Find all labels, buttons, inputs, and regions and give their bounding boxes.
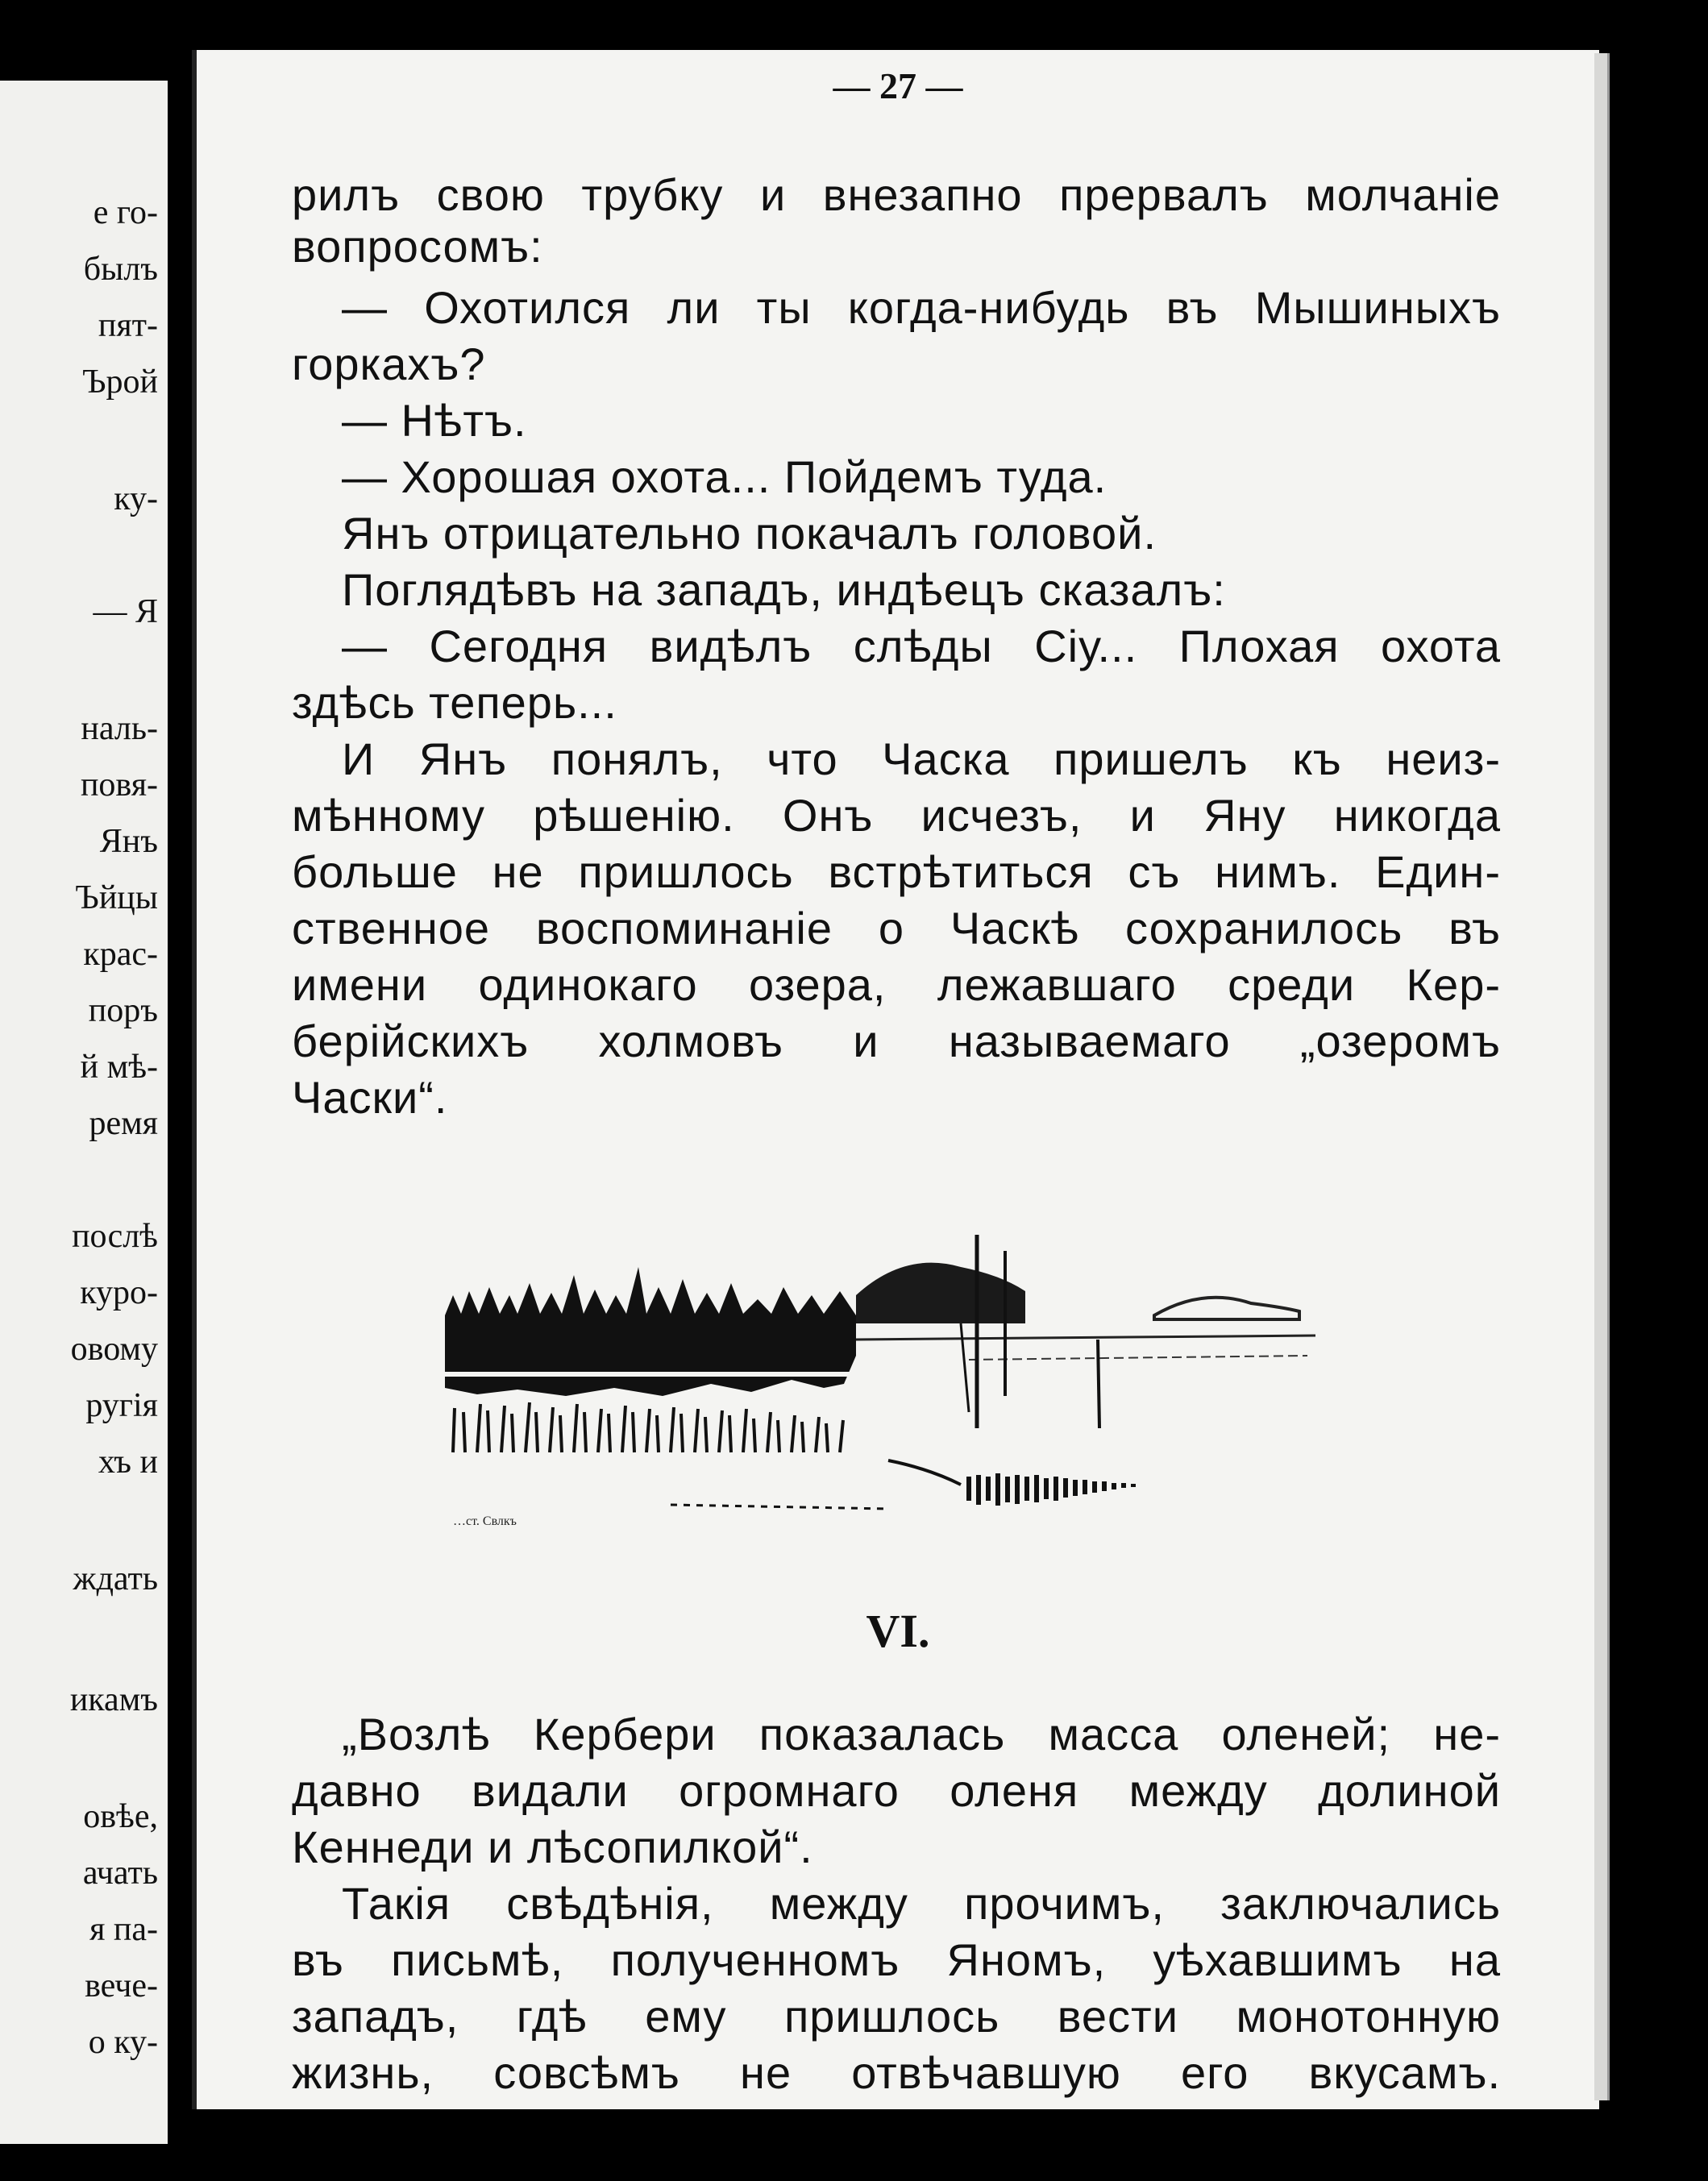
- left-fragment: я па-: [89, 1911, 158, 1948]
- text-line: „Возлѣ Кербери показалась масса оленей; не-: [342, 1709, 1501, 1759]
- left-fragment: вече-: [85, 1967, 158, 2004]
- text-line: И Янъ понялъ, что Часка пришелъ къ неиз-: [342, 733, 1501, 784]
- left-fragment: пят-: [98, 307, 158, 344]
- text-line: вопросомъ:: [292, 221, 543, 272]
- text-line: западъ, гдѣ ему пришлось вести монотонную: [292, 1991, 1501, 2042]
- left-fragment: й мѣ-: [80, 1049, 158, 1086]
- left-fragment: послѣ: [72, 1218, 158, 1255]
- text-line: ственное воспоминаніе о Часкѣ сохранилось въ: [292, 903, 1501, 953]
- section-heading: VI.: [866, 1605, 930, 1657]
- left-fragment: е го-: [93, 194, 158, 231]
- book-gutter: [168, 81, 192, 2144]
- left-fragment: о ку-: [88, 2024, 158, 2061]
- text-line: имени одинокаго озера, лежавшаго среди Кер-: [292, 959, 1501, 1010]
- left-fragment: крас-: [83, 936, 158, 973]
- text-line: больше не пришлось встрѣтиться съ нимъ. Един-: [292, 846, 1501, 897]
- text-line: Янъ отрицательно покачалъ головой.: [342, 508, 1157, 559]
- text-line: Поглядѣвъ на западъ, индѣецъ сказалъ:: [342, 564, 1226, 615]
- text-line: въ письмѣ, полученномъ Яномъ, уѣхавшимъ на: [292, 1934, 1501, 1985]
- text-line: Такія свѣдѣнія, между прочимъ, заключались: [342, 1878, 1501, 1929]
- left-fragment: овому: [70, 1331, 158, 1368]
- text-line: берійскихъ холмовъ и называемаго „озеромъ: [292, 1016, 1501, 1066]
- text-line: мѣнному рѣшенію. Онъ исчезъ, и Яну никогда: [292, 790, 1501, 841]
- text-line: Кеннеди и лѣсопилкой“.: [292, 1822, 813, 1872]
- book-page: [192, 50, 1599, 2109]
- left-page-edge: [0, 81, 168, 2144]
- page-number: — 27 —: [833, 65, 963, 106]
- text-line: — Хорошая охота... Пойдемъ туда.: [342, 451, 1107, 502]
- left-fragment: ачать: [82, 1855, 158, 1892]
- text-line: горкахъ?: [292, 339, 486, 389]
- left-fragment: — Я: [93, 593, 158, 630]
- left-fragment: наль-: [81, 710, 158, 747]
- left-fragment: былъ: [83, 251, 158, 288]
- text-line: — Сегодня видѣлъ слѣды Сіу... Плохая охота: [342, 621, 1501, 671]
- left-fragment: ремя: [89, 1105, 158, 1142]
- left-fragment: овѣе,: [83, 1798, 158, 1835]
- left-fragment: куро-: [80, 1274, 158, 1311]
- left-fragment: ку-: [114, 480, 158, 517]
- text-line: здѣсь теперь...: [292, 677, 617, 728]
- text-line: — Охотился ли ты когда-нибудь въ Мышиныхъ: [342, 282, 1501, 333]
- page-edge: [1594, 53, 1610, 2100]
- left-fragment: хъ и: [98, 1444, 158, 1481]
- illustration-caption: …ст. Свлкъ: [453, 1514, 517, 1528]
- text-line: рилъ свою трубку и внезапно прервалъ молчаніе: [292, 169, 1501, 220]
- left-fragment: Ърой: [81, 364, 158, 401]
- text-line: Часки“.: [292, 1072, 448, 1123]
- left-fragment: икамъ: [69, 1681, 158, 1718]
- left-fragment: ждать: [73, 1560, 158, 1597]
- left-fragment: Янъ: [99, 823, 158, 860]
- lake-illustration: [405, 1219, 1356, 1557]
- text-line: — Нѣтъ.: [342, 395, 527, 446]
- left-fragment: ругія: [85, 1387, 158, 1424]
- text-line: давно видали огромнаго оленя между долиной: [292, 1765, 1501, 1816]
- text-line: жизнь, совсѣмъ не отвѣчавшую его вкусамъ.: [292, 2047, 1501, 2098]
- left-fragment: Ъйцы: [75, 879, 158, 916]
- left-fragment: поръ: [88, 992, 158, 1029]
- left-fragment: повя-: [80, 766, 158, 804]
